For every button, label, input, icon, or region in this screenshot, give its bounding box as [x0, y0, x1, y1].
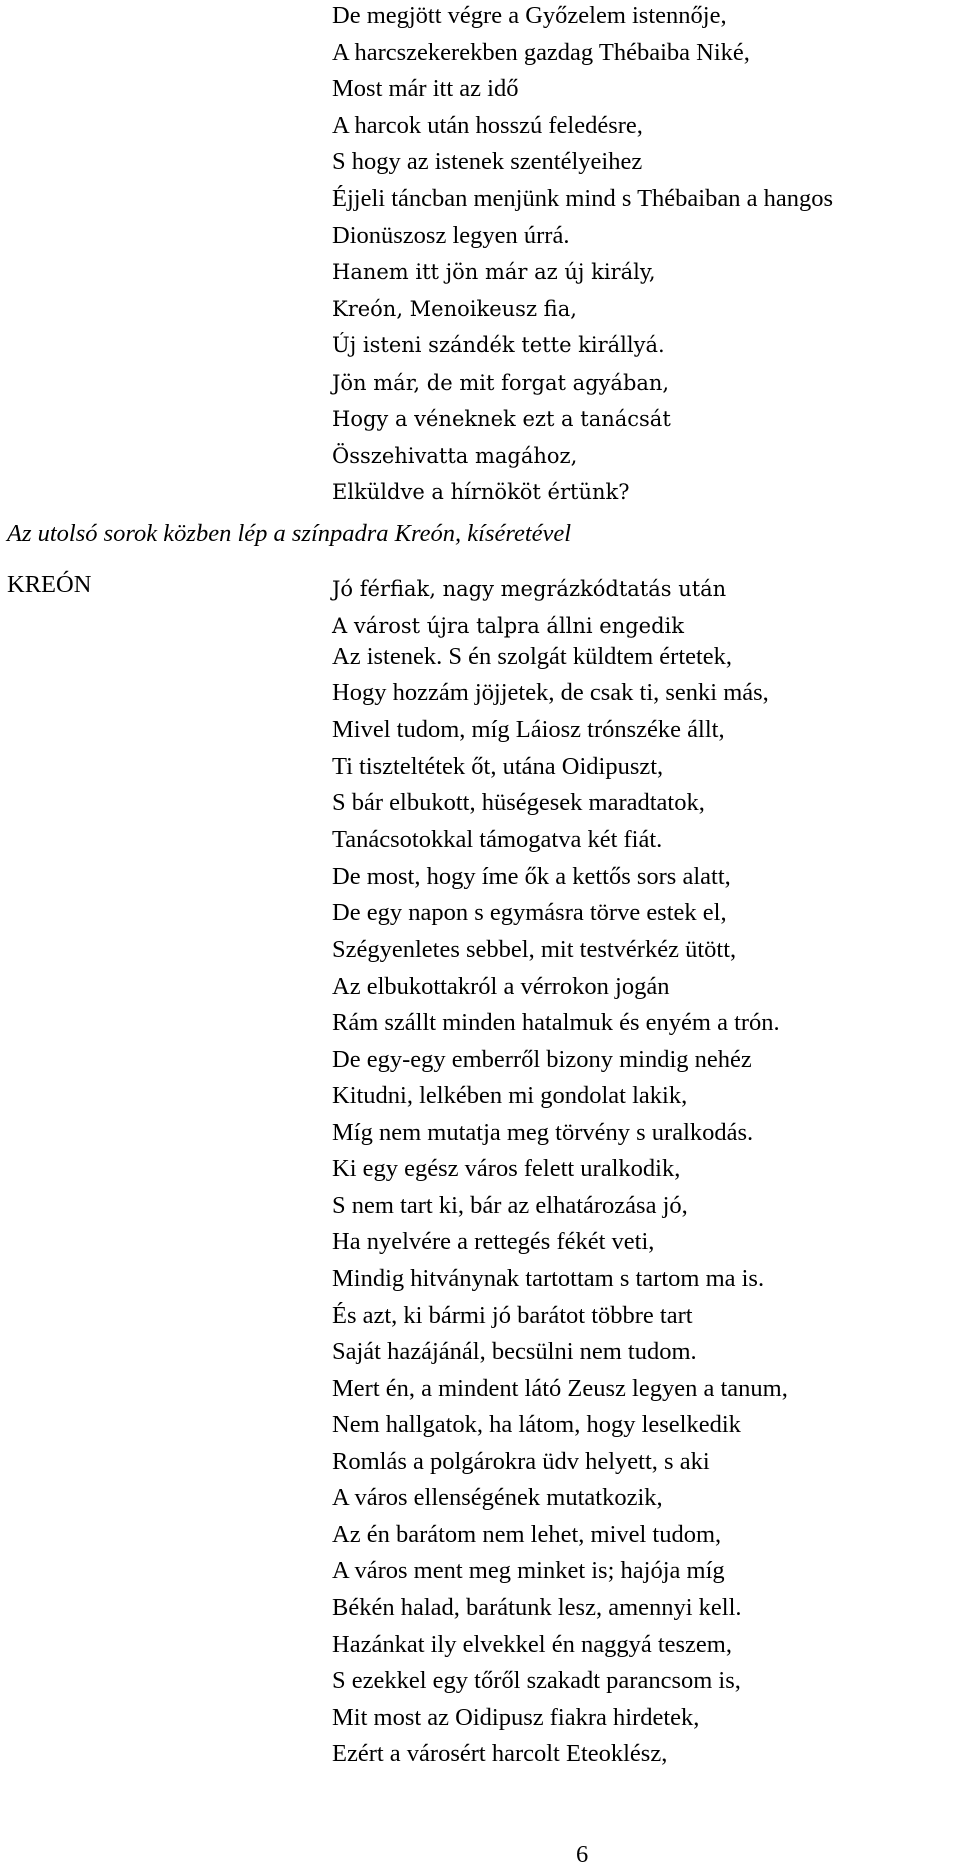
chorus-line-11: Jön már, de mit forgat agyában, [332, 371, 670, 395]
kreon-line-7: S bár elbukott, hüségesek maradtatok, [332, 789, 705, 816]
kreon-line-2: A várost újra talpra állni engedik [332, 614, 684, 638]
kreon-line-17: Ki egy egész város felett uralkodik, [332, 1155, 681, 1182]
kreon-line-10: De egy napon s egymásra törve estek el, [332, 899, 727, 926]
kreon-line-26: A város ellenségének mutatkozik, [332, 1484, 663, 1511]
chorus-line-3: Most már itt az idő [332, 75, 519, 102]
kreon-line-12: Az elbukottakról a vérrokon jogán [332, 973, 670, 1000]
kreon-line-30: Hazánkat ily elvekkel én naggyá teszem, [332, 1631, 732, 1658]
kreon-line-24: Nem hallgatok, ha látom, hogy leselkedik [332, 1411, 741, 1438]
chorus-line-6: Éjjeli táncban menjünk mind s Thébaiban a hangos [332, 185, 833, 212]
kreon-line-3: Az istenek. S én szolgát küldtem értetek, [332, 643, 733, 670]
chorus-line-12: Hogy a véneknek ezt a tanácsát [332, 407, 671, 431]
kreon-line-16: Míg nem mutatja meg törvény s uralkodás. [332, 1119, 754, 1146]
chorus-line-2: A harcszekerekben gazdag Thébaiba Niké, [332, 39, 750, 66]
kreon-line-23: Mert én, a mindent látó Zeusz legyen a tanum, [332, 1375, 788, 1402]
kreon-line-14: De egy-egy emberről bizony mindig nehéz [332, 1046, 752, 1073]
kreon-line-33: Ezért a városért harcolt Eteoklész, [332, 1740, 668, 1767]
chorus-line-9: Kreón, Menoikeusz fia, [332, 297, 577, 321]
kreon-line-13: Rám szállt minden hatalmuk és enyém a trón. [332, 1009, 780, 1036]
chorus-line-10: Új isteni szándék tette királlyá. [332, 333, 665, 357]
kreon-line-18: S nem tart ki, bár az elhatározása jó, [332, 1192, 688, 1219]
kreon-line-19: Ha nyelvére a rettegés fékét veti, [332, 1228, 655, 1255]
kreon-line-25: Romlás a polgárokra üdv helyett, s aki [332, 1448, 710, 1475]
kreon-line-32: Mit most az Oidipusz fiakra hirdetek, [332, 1704, 700, 1731]
kreon-line-20: Mindig hitványnak tartottam s tartom ma is. [332, 1265, 765, 1292]
kreon-line-28: A város ment meg minket is; hajója míg [332, 1557, 725, 1584]
kreon-line-11: Szégyenletes sebbel, mit testvérkéz ütött, [332, 936, 737, 963]
kreon-line-29: Békén halad, barátunk lesz, amennyi kell. [332, 1594, 742, 1621]
kreon-line-9: De most, hogy íme ők a kettős sors alatt, [332, 863, 731, 890]
chorus-line-5: S hogy az istenek szentélyeihez [332, 148, 643, 175]
speaker-name: KREÓN [7, 571, 92, 598]
stage-direction: Az utolsó sorok közben lép a színpadra Kreón, kíséretével [7, 520, 572, 547]
kreon-line-1: Jó férfiak, nagy megrázkódtatás után [332, 577, 727, 601]
kreon-line-31: S ezekkel egy tőről szakadt parancsom is, [332, 1667, 741, 1694]
kreon-line-4: Hogy hozzám jöjjetek, de csak ti, senki más, [332, 679, 769, 706]
page-number: 6 [576, 1841, 589, 1868]
kreon-line-21: És azt, ki bármi jó barátot többre tart [332, 1302, 693, 1329]
chorus-line-8: Hanem itt jön már az új király, [332, 260, 656, 284]
chorus-line-13: Összehivatta magához, [332, 444, 578, 468]
chorus-line-4: A harcok után hosszú feledésre, [332, 112, 643, 139]
chorus-line-1: De megjött végre a Győzelem istennője, [332, 2, 727, 29]
kreon-line-22: Saját hazájánál, becsülni nem tudom. [332, 1338, 697, 1365]
kreon-line-6: Ti tiszteltétek őt, utána Oidipuszt, [332, 753, 664, 780]
kreon-line-8: Tanácsotokkal támogatva két fiát. [332, 826, 663, 853]
kreon-line-15: Kitudni, lelkében mi gondolat lakik, [332, 1082, 688, 1109]
kreon-line-27: Az én barátom nem lehet, mivel tudom, [332, 1521, 722, 1548]
chorus-line-14: Elküldve a hírnököt értünk? [332, 480, 630, 504]
kreon-line-5: Mivel tudom, míg Láiosz trónszéke állt, [332, 716, 725, 743]
chorus-line-7: Dionüszosz legyen úrrá. [332, 222, 570, 249]
